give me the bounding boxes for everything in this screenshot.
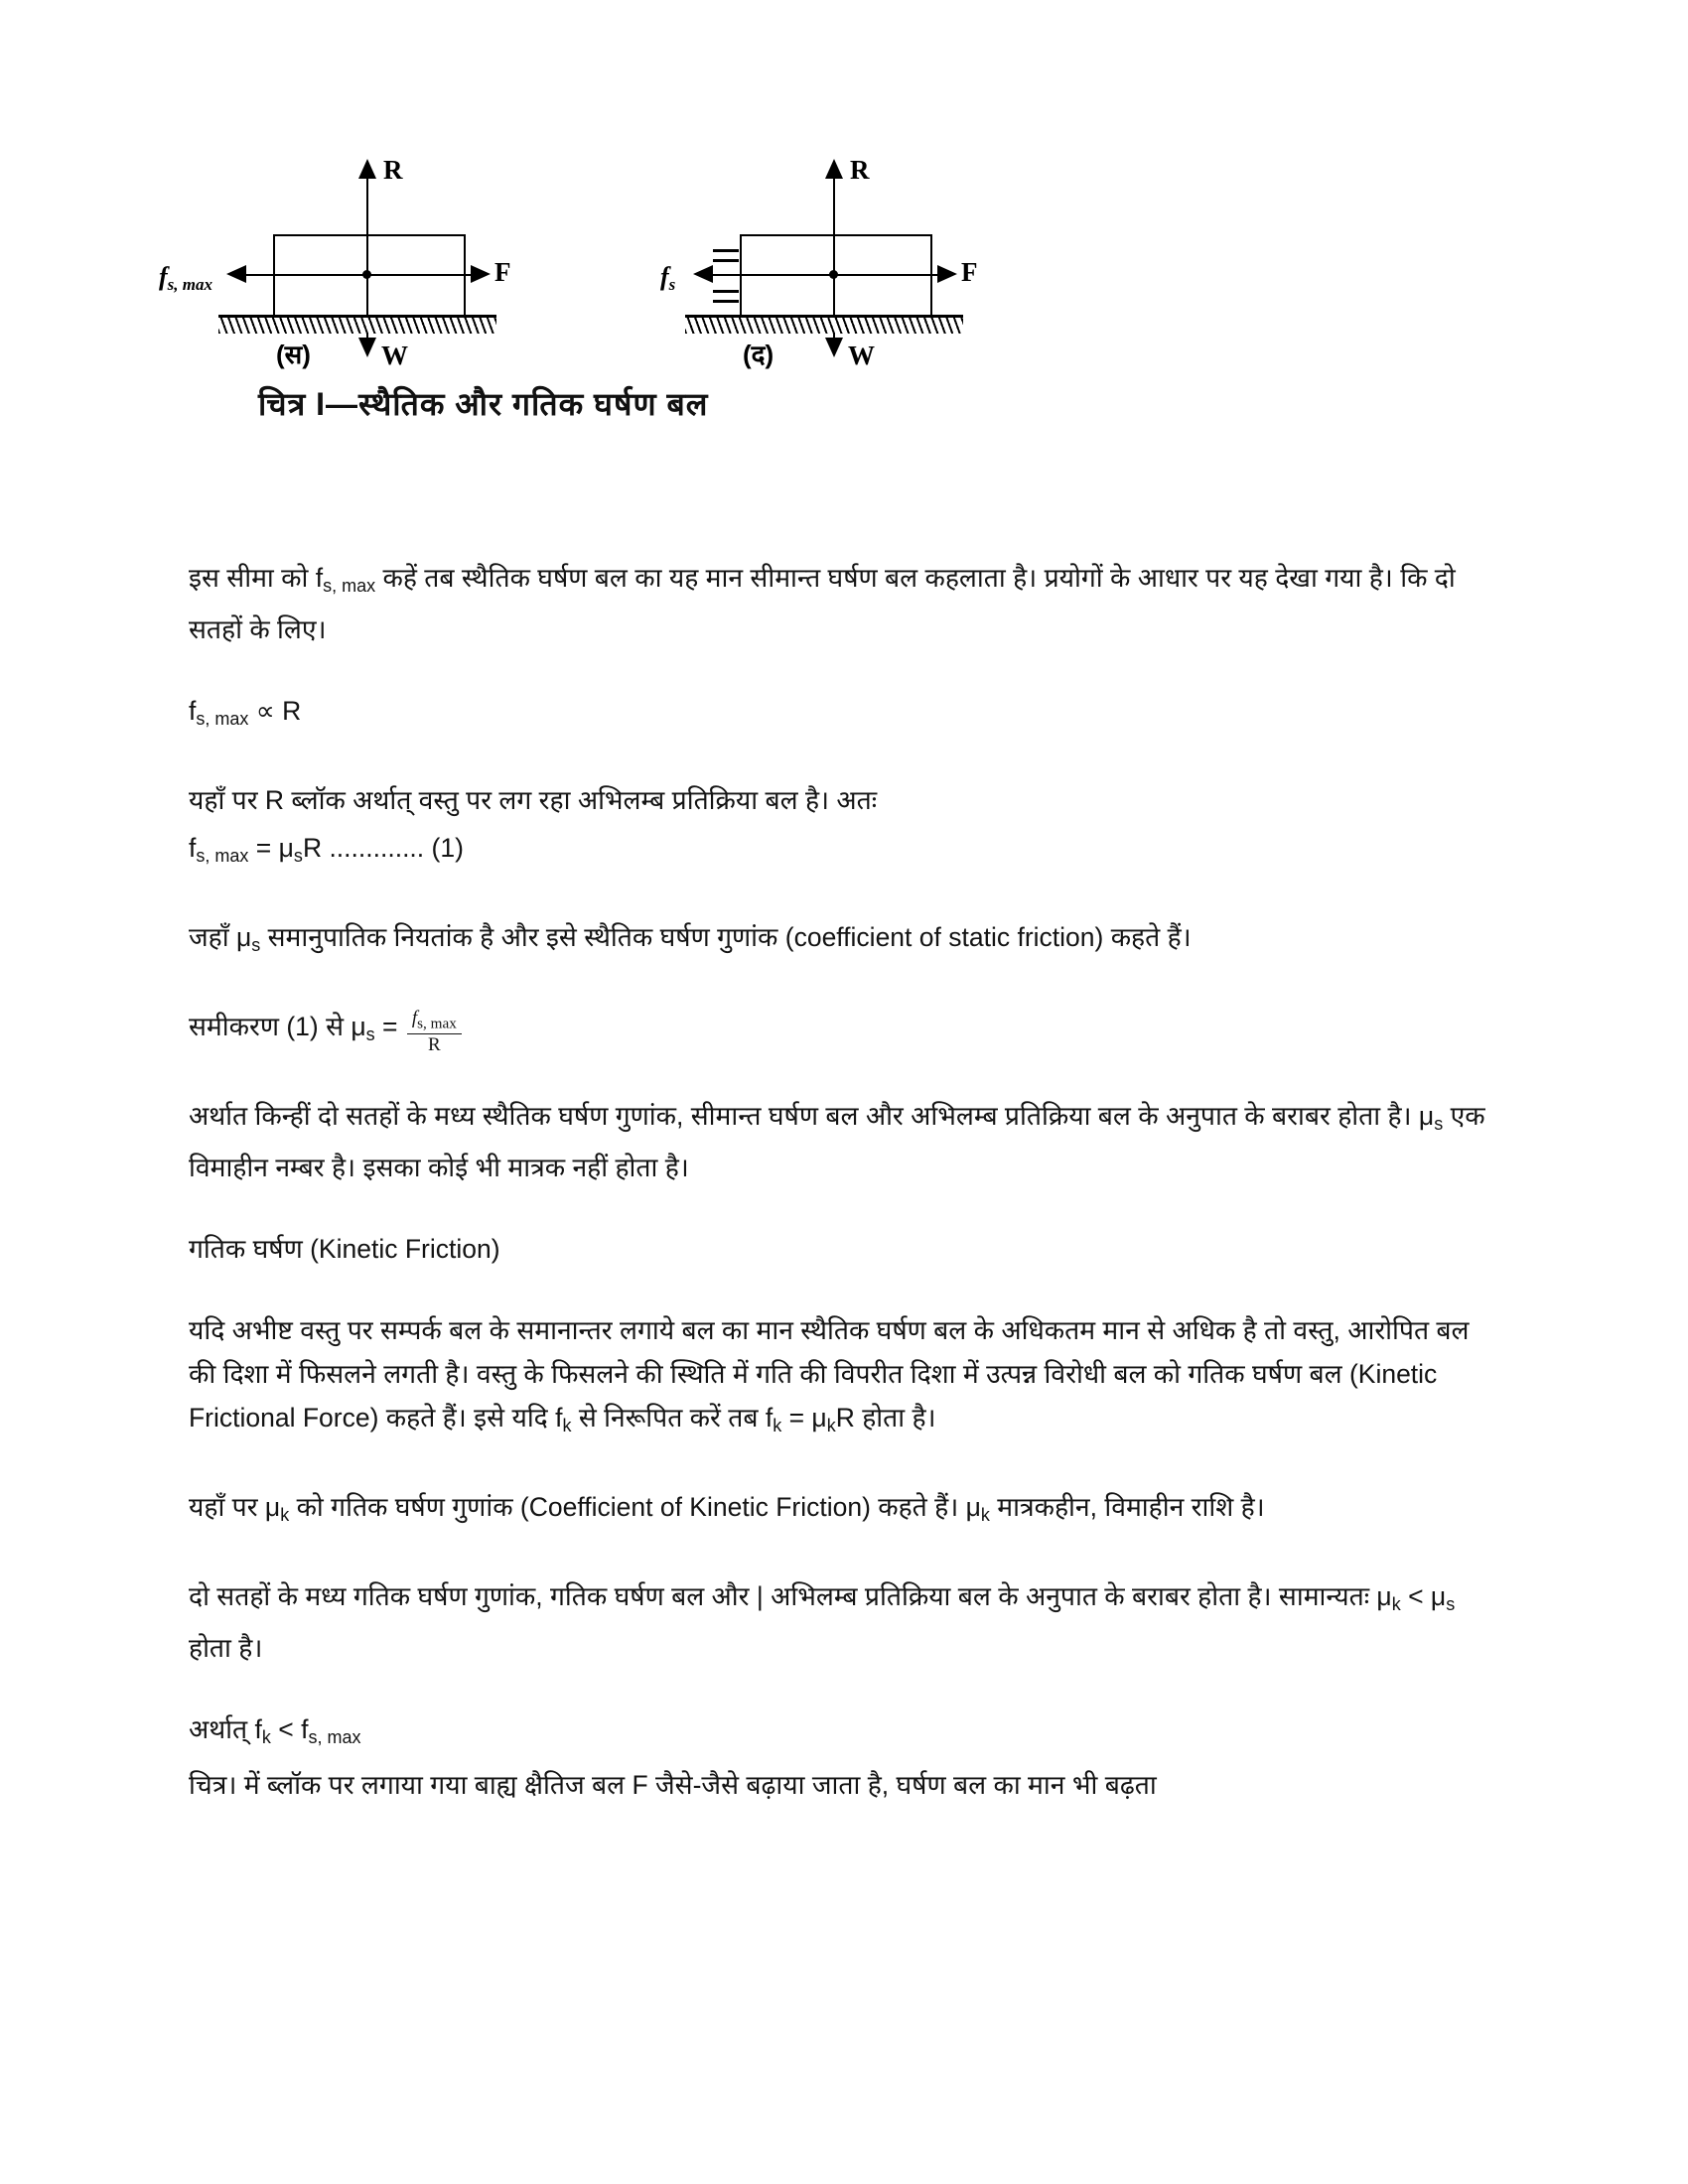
p6-part-b: को गतिक घर्षण गुणांक (Coefficient of Kinetic Friction) कहते हैं। μ — [289, 1492, 981, 1523]
p5-part-c: = μ — [781, 1403, 827, 1433]
weight-arrowhead — [358, 338, 376, 357]
friction-force-subscript: s, max — [167, 274, 213, 294]
figure-block — [159, 149, 1281, 422]
p6-part-c: मात्रकहीन, विमाहीन राशि है। — [989, 1492, 1265, 1523]
applied-force-arrowhead — [471, 265, 491, 283]
p6-subscript-2: k — [980, 1505, 990, 1526]
normal-force-arrowhead — [358, 159, 376, 179]
p8-part-a: अर्थात् f — [189, 1714, 262, 1745]
equation-1 — [189, 826, 1499, 878]
motion-hash-mark-bottom — [713, 300, 739, 303]
panel-sub-label: (स) — [276, 340, 311, 369]
p6-subscript-1: k — [280, 1505, 290, 1526]
fraction-numerator-symbol: f — [411, 1008, 418, 1029]
p4-subscript: s — [1434, 1114, 1444, 1135]
eq3-equals: = — [374, 1012, 405, 1042]
equation-proportionality — [189, 689, 1499, 741]
p5-part-a: यदि अभीष्ट वस्तु पर सम्पर्क बल के समानान्तर लगाये बल का मान स्थैतिक घर्षण बल के अधिकतम मान से अधिक है तो वस्तु, आरोपित बल की दिशा में फिसलने लगती है। वस्तु के फिसलने की स्थिति में गति की विपरीत दिशा में उत्पन्न विरोधी बल को गतिक घर्षण बल (Kinetic Frictional Force) कहते हैं। इसे यदि f — [189, 1315, 1470, 1433]
p1-subscript: s, max — [323, 576, 376, 597]
horizontal-force-shaft — [711, 274, 939, 276]
free-body-diagram-static — [159, 149, 665, 370]
center-of-mass-dot — [362, 270, 371, 279]
p1-part-a: इस सीमा को f — [189, 563, 324, 593]
eq2-symbol: f — [189, 833, 197, 864]
p5-subscript-2: k — [773, 1416, 782, 1436]
p7-part-a: दो सतहों के मध्य गतिक घर्षण गुणांक, गतिक घर्षण बल और | अभिलम्ब प्रतिक्रिया बल के अनुपात के बराबर होता है। सामान्यतः μ — [189, 1581, 1392, 1612]
eq2-rest: R ............. (1) — [302, 833, 464, 864]
p1-part-b: कहें तब स्थैतिक घर्षण बल का यह मान सीमान्त घर्षण बल कहलाता है। प्रयोगों के आधार पर यह देखा गया है। कि दो सतहों के लिए। — [189, 563, 1456, 645]
normal-force-arrowhead — [825, 159, 843, 179]
p7-subscript-1: k — [1391, 1594, 1401, 1615]
panel-sub-label: (द) — [743, 340, 774, 369]
p5-subscript-1: k — [562, 1416, 572, 1436]
p8-subscript-2: s, max — [308, 1727, 361, 1748]
p5-part-d: R होता है। — [835, 1403, 936, 1433]
paragraph-ratio-comparison — [189, 1574, 1499, 1670]
paragraph-normal-reaction: यहाँ पर R ब्लॉक अर्थात् वस्तु पर लग रहा अभिलम्ब प्रतिक्रिया बल है। अतः — [189, 785, 878, 816]
fraction-numerator — [407, 1009, 462, 1033]
applied-force-arrowhead — [937, 265, 957, 283]
eq1-subscript: s, max — [196, 709, 249, 730]
p4-part-a: अर्थात किन्हीं दो सतहों के मध्य स्थैतिक घर्षण गुणांक, सीमान्त घर्षण बल और अभिलम्ब प्रतिक्रिया बल के अनुपात के बराबर होता है। μ — [189, 1101, 1435, 1132]
weight-arrowhead — [825, 338, 843, 357]
figure-caption: चित्र I—स्थैतिक और गतिक घर्षण बल — [258, 386, 709, 422]
paragraph-kinetic-friction-definition — [189, 1308, 1499, 1447]
p3-subscript: s — [251, 935, 261, 956]
friction-force-subscript: s — [668, 274, 676, 294]
fraction-numerator-subscript: s, max — [417, 1015, 457, 1032]
p8-part-b: < f — [270, 1714, 309, 1745]
paragraph-inequality — [189, 1707, 1499, 1759]
paragraph-dimensionless — [189, 1094, 1499, 1189]
applied-force-label: F — [961, 257, 978, 287]
fraction-denominator: R — [427, 1033, 441, 1055]
p8-subscript-1: k — [261, 1727, 271, 1748]
motion-hash-mark-upper — [713, 259, 739, 262]
free-body-diagram-kinetic — [655, 149, 1132, 370]
center-of-mass-dot — [829, 270, 838, 279]
ground-hatching — [685, 315, 963, 334]
friction-force-label — [159, 262, 212, 295]
fraction-fs-max-over-r — [407, 1009, 462, 1054]
p5-subscript-3: k — [826, 1416, 836, 1436]
applied-force-label: F — [494, 257, 511, 287]
normal-force-shaft — [833, 177, 835, 236]
friction-force-arrowhead — [693, 265, 713, 283]
motion-hash-mark-lower — [713, 290, 739, 293]
eq3-part-a: समीकरण (1) से μ — [189, 1012, 366, 1042]
friction-force-label — [660, 262, 675, 295]
weight-label: W — [381, 341, 408, 370]
p4-part-b: एक विमाहीन नम्बर है। इसका कोई भी मात्रक नहीं होता है। — [189, 1101, 1485, 1183]
friction-force-symbol: f — [159, 262, 168, 291]
p6-part-a: यहाँ पर μ — [189, 1492, 281, 1523]
normal-force-label: R — [383, 155, 403, 185]
horizontal-force-shaft — [244, 274, 473, 276]
eq3-subscript: s — [365, 1024, 375, 1045]
eq2-mu-subscript: s — [293, 846, 303, 867]
paragraph-limiting-friction — [189, 556, 1499, 651]
paragraph-kinetic-coefficient — [189, 1485, 1499, 1537]
p7-part-c: होता है। — [189, 1633, 263, 1664]
weight-label: W — [848, 341, 875, 370]
eq1-rest: ∝ R — [248, 696, 302, 727]
motion-hash-mark-top — [713, 249, 739, 252]
p3-part-b: समानुपातिक नियतांक है और इसे स्थैतिक घर्षण गुणांक (coefficient of static friction) कहते हैं। — [260, 922, 1192, 953]
equation-mu-fraction — [189, 1005, 1499, 1056]
eq2-subscript: s, max — [196, 846, 249, 867]
friction-force-symbol: f — [660, 262, 669, 291]
paragraph-static-coefficient — [189, 915, 1499, 967]
heading-kinetic-friction: गतिक घर्षण (Kinetic Friction) — [189, 1234, 500, 1265]
p5-part-b: से निरूपित करें तब f — [571, 1403, 774, 1433]
normal-force-shaft — [366, 177, 368, 236]
p7-subscript-2: s — [1446, 1594, 1456, 1615]
p3-part-a: जहाँ μ — [189, 922, 252, 953]
ground-hatching — [218, 315, 496, 334]
eq2-mid: = μ — [248, 833, 294, 864]
body-text — [189, 556, 1499, 1844]
eq1-symbol: f — [189, 696, 197, 727]
p7-part-b: < μ — [1400, 1581, 1447, 1612]
normal-force-label: R — [850, 155, 870, 185]
figure-diagrams — [159, 149, 1241, 370]
paragraph-increasing-force: चित्र। में ब्लॉक पर लगाया गया बाह्य क्षैतिज बल F जैसे-जैसे बढ़ाया जाता है, घर्षण बल का मान भी बढ़ता — [189, 1770, 1157, 1801]
friction-force-arrowhead — [226, 265, 246, 283]
